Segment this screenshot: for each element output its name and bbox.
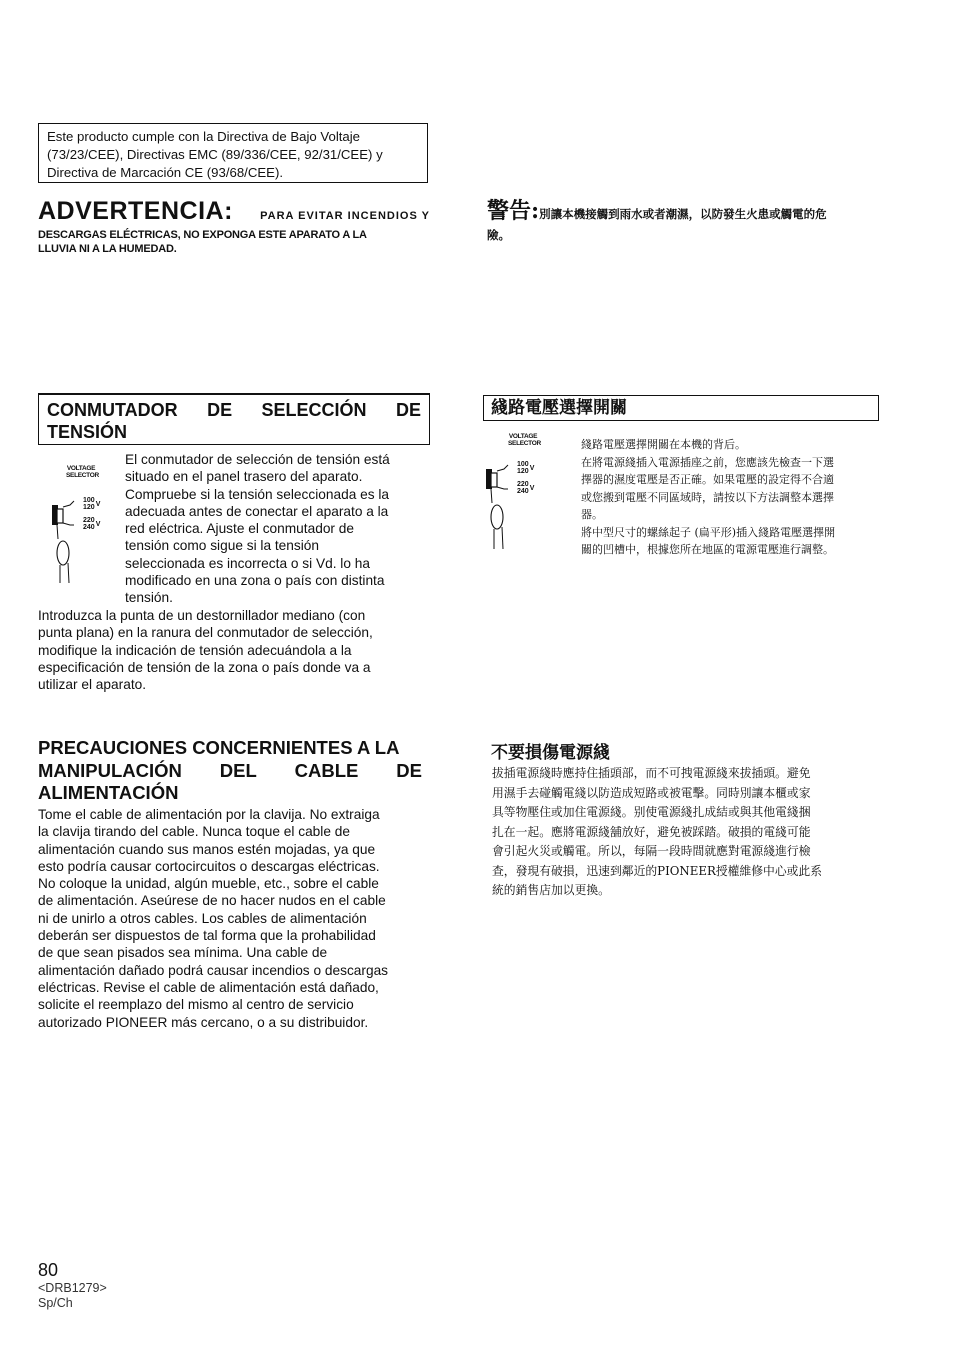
advertencia-title-rest: PARA EVITAR INCENDIOS Y	[260, 210, 430, 222]
selector-value: 240	[83, 524, 95, 531]
text-line: tensión como sigue si la tensión	[125, 538, 320, 554]
selector-label: VOLTAGE	[508, 433, 538, 440]
text-line: ni de unirlo a otros cables. Los cables de alimentación	[38, 910, 367, 926]
selector-value: 120	[517, 468, 529, 475]
text-line: modifique la indicación de tensión adecuándola a la	[38, 642, 352, 658]
text-line: 器。	[581, 508, 603, 521]
text-line: punta plana) en la ranura del conmutador de selección,	[38, 625, 373, 641]
page-number: 80	[38, 1260, 59, 1280]
advertencia-warning	[38, 197, 430, 256]
voltage-indented-text	[125, 451, 430, 607]
selector-value: 100	[83, 497, 95, 504]
voltage-full-text	[38, 607, 430, 693]
text-line: modificado en una zona o país con distinta	[125, 573, 385, 589]
text-line: adecuada antes de conectar el aparato a la	[125, 503, 389, 519]
text-line: situado en el panel trasero del aparato.	[125, 469, 363, 485]
selector-value: 220	[517, 481, 529, 488]
text-line: alimentación dañado podrá causar incendios o descargas	[38, 962, 389, 978]
cn-voltage-text	[581, 436, 879, 559]
selector-label: SELECTOR	[66, 472, 99, 479]
text-line: 用濕手去碰觸電綫以防造成短路或被電擊。同時別讓本櫃或家	[492, 785, 811, 800]
text-line: autorizado PIONEER más cercano, o a su distribuidor.	[38, 1014, 369, 1030]
selector-unit: V	[529, 464, 535, 472]
cn-warning-line: 別讓本機接觸到雨水或者潮濕，以防發生火患或觸電的危	[539, 207, 827, 221]
text-line: 具等物壓住或加住電源綫。别使電源綫扎成結或與其他電綫捆	[492, 805, 811, 819]
page-footer	[38, 1259, 107, 1311]
cn-cable-section-text	[492, 764, 882, 901]
title-word: DE	[396, 759, 422, 781]
selector-label: SELECTOR	[508, 440, 541, 447]
title-line: ALIMENTACIÓN	[38, 782, 179, 803]
cn-warning	[487, 198, 879, 243]
text-line: alimentación cuando sus manos estén mojadas, ya que	[38, 841, 376, 857]
title-word: SELECCIÓN	[261, 400, 367, 420]
title-word: CABLE	[294, 759, 359, 781]
text-line: red eléctrica. Ajuste el conmutador de	[125, 521, 355, 537]
notice-line: Directiva de Marcación CE (93/68/CEE).	[47, 165, 283, 180]
notice-line: Este producto cumple con la Directiva de Bajo Voltaje	[47, 129, 361, 144]
text-line: tensión.	[125, 590, 173, 606]
text-line: 將中型尺寸的螺絲起子 (扁平形)插入綫路電壓選擇開	[581, 525, 836, 539]
text-line: deberán ser dispuestos de tal forma que la prohabilidad	[38, 928, 376, 944]
cn-voltage-section-title: 綫路電壓選擇開關	[483, 395, 879, 421]
text-line: la clavija tirando del cable. Nunca toque el cable de	[38, 824, 350, 840]
text-line: 或您搬到電壓不同區域時，請按以下方法調整本選擇	[581, 490, 834, 504]
text-line: Tome el cable de alimentación por la clavija. No extraiga	[38, 807, 380, 822]
language-code: Sp/Ch	[38, 1296, 73, 1310]
text-line: 統的銷售店加以更換。	[492, 883, 610, 897]
text-line: No coloque la unidad, algún mueble, etc., sobre el cable	[38, 876, 379, 892]
text-line: 關的凹槽中，根據您所在地區的電源電壓進行調整。	[581, 543, 834, 556]
selector-unit: V	[95, 520, 101, 528]
text-line: seleccionada es incorrecta o si Vd. lo ha	[125, 555, 370, 571]
text-line: solicite el reemplazo del mismo al centro de servicio	[38, 997, 354, 1013]
selector-value: 100	[517, 461, 529, 468]
selector-value: 220	[83, 517, 95, 524]
text-line: 在將電源綫插入電源插座之前，您應該先檢查一下選	[581, 455, 834, 469]
text-line: utilizar el aparato.	[38, 677, 147, 693]
text-line: 查，發現有破損，迅速到鄰近的PIONEER授權維修中心或此系	[492, 863, 823, 878]
text-line: Introduzca la punta de un destornillador mediano (con	[38, 608, 366, 623]
text-line: Compruebe si la tensión seleccionada es la	[125, 486, 390, 502]
voltage-section-title	[38, 393, 430, 445]
cable-section-text	[38, 806, 430, 1031]
text-line: 綫路電壓選擇開關在本機的背后。	[581, 438, 746, 451]
cable-section-title	[38, 737, 422, 805]
cn-voltage-selector-illustration	[486, 433, 552, 553]
cn-cable-section-title: 不要損傷電源綫	[491, 743, 610, 763]
text-line: especificación de tensión de la zona o país donde va a	[38, 659, 371, 675]
notice-line: (73/23/CEE), Directivas EMC (89/336/CEE, 92/31/CEE) y	[47, 147, 383, 162]
voltage-selector-illustration	[52, 465, 118, 585]
advertencia-title: ADVERTENCIA:	[38, 197, 233, 225]
title-word: DE	[395, 400, 421, 420]
title-word: CONMUTADOR	[47, 400, 178, 420]
compliance-notice-box	[38, 123, 428, 183]
selector-unit: V	[529, 484, 535, 492]
text-line: eléctricas. Revise el cable de alimentación está dañado,	[38, 979, 379, 995]
text-line: 擇器的濕度電壓是否正確。如果電壓的設定得不合適	[581, 473, 834, 486]
title-word: DEL	[219, 759, 257, 781]
title-word: MANIPULACIÓN	[38, 759, 182, 781]
selector-label: VOLTAGE	[66, 465, 96, 472]
text-line: 拔插電源綫時應持住插頭部，而不可拽電源綫來拔插頭。避免	[492, 766, 811, 780]
advertencia-line: LLUVIA NI A LA HUMEDAD.	[38, 243, 177, 255]
advertencia-line: DESCARGAS ELÉCTRICAS, NO EXPONGA ESTE APARATO A LA	[38, 229, 367, 241]
cn-warning-label: 警告:	[487, 198, 540, 224]
text-line: 會引起火災或觸電。所以，每隔一段時間就應對電源綫進行檢	[492, 844, 811, 858]
cn-warning-line: 險。	[487, 228, 510, 242]
title-word: DE	[207, 400, 233, 420]
text-line: El conmutador de selección de tensión está	[125, 452, 390, 467]
text-line: de alimentación. Aseúrese de no hacer nudos en el cable	[38, 893, 386, 909]
text-line: esto podría causar cortocircuitos o descargas eléctricas.	[38, 858, 380, 874]
selector-value: 240	[517, 488, 529, 495]
text-line: de que sean pisados sea mínima. Una cable de	[38, 945, 328, 961]
document-code: <DRB1279>	[38, 1281, 107, 1295]
selector-value: 120	[83, 504, 95, 511]
title-line: PRECAUCIONES CONCERNIENTES A LA	[38, 737, 400, 758]
text-line: 扎在一起。應將電源綫舖放好，避免被踩踏。破損的電綫可能	[492, 824, 811, 839]
selector-unit: V	[95, 500, 101, 508]
title-line: TENSIÓN	[47, 422, 128, 442]
